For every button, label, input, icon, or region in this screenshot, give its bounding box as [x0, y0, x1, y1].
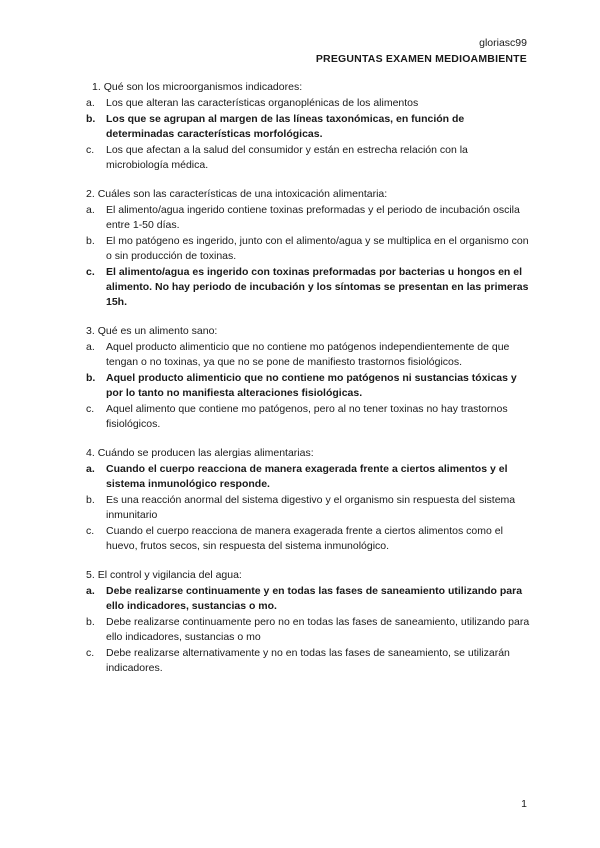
option-c [0, 646, 600, 676]
option-c [0, 524, 600, 554]
option-text: Debe realizarse continuamente pero no en todas las fases de saneamiento, utilizando para ello indicadores, sustancias o mo [106, 616, 530, 643]
option-letter: a. [86, 585, 95, 597]
question-number: 4. [86, 447, 95, 459]
option-letter: b. [86, 372, 96, 384]
question-text [0, 187, 600, 202]
option-letter: a. [86, 204, 95, 216]
option-text: Cuando el cuerpo reacciona de manera exagerada frente a ciertos alimentos como el huevo, frutos secos, sin respuesta del sistema inmunológico. [106, 525, 503, 552]
question-prompt: Qué son los microorganismos indicadores: [103, 81, 303, 93]
option-text: El alimento/agua es ingerido con toxinas preformadas por bacterias u hongos en el alimento. No hay periodo de incubación y los síntomas se presentan en las primeras 15h. [106, 266, 529, 308]
option-b-correct [0, 371, 600, 401]
question-number: 3. [86, 325, 95, 337]
question-2 [0, 187, 600, 310]
question-list [0, 80, 600, 690]
option-text: Es una reacción anormal del sistema digestivo y el organismo sin respuesta del sistema inmunitario [106, 494, 516, 521]
author-name: gloriasc99 [479, 37, 527, 49]
option-text: Cuando el cuerpo reacciona de manera exagerada frente a ciertos alimentos y el sistema inmunológico responde. [106, 463, 508, 490]
question-text [0, 80, 600, 95]
option-letter: c. [86, 266, 95, 278]
question-5 [0, 568, 600, 676]
option-b-correct [0, 112, 600, 142]
option-text: El alimento/agua ingerido contiene toxinas preformadas y el periodo de incubación oscila entre 1-50 días. [106, 204, 520, 231]
option-text: Debe realizarse alternativamente y no en todas las fases de saneamiento, se utilizarán indicadores. [106, 647, 510, 674]
question-number: 1. [92, 81, 101, 93]
option-a [0, 340, 600, 370]
option-text: Aquel producto alimenticio que no contiene mo patógenos ni sustancias tóxicas y por lo tanto no manifiesta alteraciones fisiológicas. [106, 372, 517, 399]
option-a-correct [0, 462, 600, 492]
option-letter: c. [86, 403, 95, 415]
question-4 [0, 446, 600, 554]
option-letter: b. [86, 616, 95, 628]
option-text: Debe realizarse continuamente y en todas las fases de saneamiento utilizando para ello indicadores, sustancias o mo. [106, 585, 523, 612]
option-c-correct [0, 265, 600, 310]
option-letter: c. [86, 647, 95, 659]
question-prompt: Qué es un alimento sano: [97, 325, 218, 337]
option-b [0, 234, 600, 264]
option-letter: a. [86, 341, 95, 353]
question-number: 2. [86, 188, 95, 200]
option-letter: c. [86, 525, 95, 537]
option-text: Aquel alimento que contiene mo patógenos, pero al no tener toxinas no hay trastornos fisiológicos. [106, 403, 508, 430]
option-letter: b. [86, 113, 96, 125]
option-text: Los que alteran las características organoplénicas de los alimentos [106, 97, 419, 109]
option-a [0, 203, 600, 233]
option-letter: b. [86, 494, 95, 506]
page-number: 1 [521, 798, 527, 810]
option-text: Los que se agrupan al margen de las líneas taxonómicas, en función de determinadas características morfológicas. [106, 113, 465, 140]
question-text [0, 324, 600, 339]
question-prompt: Cuáles son las características de una intoxicación alimentaria: [97, 188, 388, 200]
question-1 [0, 80, 600, 173]
option-c [0, 402, 600, 432]
option-b [0, 493, 600, 523]
option-letter: c. [86, 144, 95, 156]
option-text: Los que afectan a la salud del consumidor y están en estrecha relación con la microbiología médica. [106, 144, 468, 171]
option-letter: a. [86, 97, 95, 109]
option-text: El mo patógeno es ingerido, junto con el alimento/agua y se multiplica en el organismo con o sin producción de toxinas. [106, 235, 529, 262]
question-text [0, 568, 600, 583]
option-a [0, 96, 600, 111]
option-letter: a. [86, 463, 95, 475]
question-prompt: Cuándo se producen las alergias alimentarias: [97, 447, 314, 459]
question-3 [0, 324, 600, 432]
option-a-correct [0, 584, 600, 614]
question-number: 5. [86, 569, 95, 581]
question-prompt: El control y vigilancia del agua: [97, 569, 242, 581]
option-letter: b. [86, 235, 95, 247]
option-c [0, 143, 600, 173]
option-text: Aquel producto alimenticio que no contiene mo patógenos independientemente de que tengan o no toxinas, ya que no se pone de manifiesto trastornos fisiológicos. [106, 341, 510, 368]
question-text [0, 446, 600, 461]
option-b [0, 615, 600, 645]
document-title: PREGUNTAS EXAMEN MEDIOAMBIENTE [315, 53, 527, 65]
